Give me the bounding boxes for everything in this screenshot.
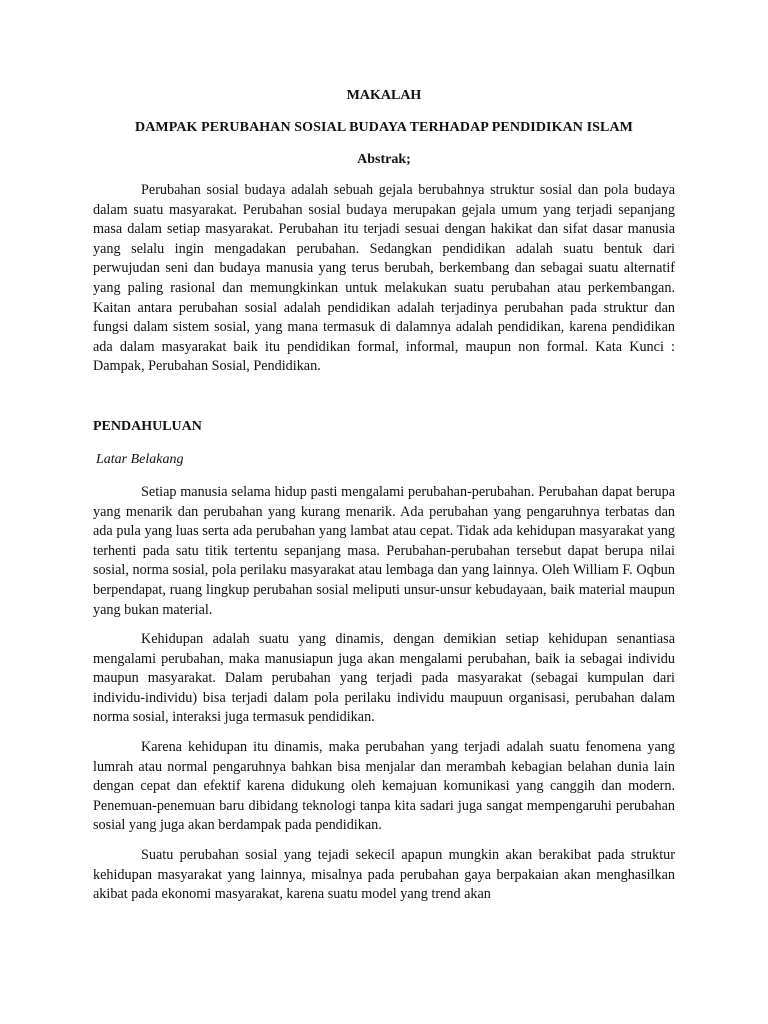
document-page <box>93 86 675 905</box>
subheading-latar-belakang: Latar Belakang <box>96 451 184 467</box>
body-paragraph: Setiap manusia selama hidup pasti mengalami perubahan-perubahan. Perubahan dapat berupa yang menarik dan perubahan yang kurang menarik. Ada perubahan yang pengaruhnya terbatas dan ada pula yang luas serta ada perubahan yang lambat atau cepat. Tidak ada kehidupan masyarakat yang terhenti pada satu titik tertentu sepanjang masa. Perubahan-perubahan tersebut dapat berupa nilai sosial, norma sosial, pola perilaku masyarakat atau lembaga dan yang lainnya. Oleh William F. Oqbun berpendapat, ruang lingkup perubahan sosial meliputi unsur-unsur kebudayaan, baik material maupun yang bukan material. <box>93 483 675 618</box>
body-paragraph: Karena kehidupan itu dinamis, maka perubahan yang terjadi adalah suatu fenomena yang lumrah atau normal pengaruhnya bahkan bisa menjalar dan merambah kebagian belahan dunia lain dengan cepat dan efektif karena didukung oleh kemajuan komunikasi yang canggih dan modern. Penemuan-penemuan baru dibidang teknologi tanpa kita sadari juga sangat mempengaruhi perubahan sosial yang juga akan berdampak pada pendidikan. <box>93 739 675 834</box>
abstract-heading: Abstrak; <box>357 152 411 167</box>
document-title: MAKALAH <box>346 88 422 103</box>
abstract-paragraph: Perubahan sosial budaya adalah sebuah gejala berubahnya struktur sosial dan pola budaya dalam suatu masyarakat. Perubahan sosial budaya merupakan gejala umum yang terjadi sepanjang masa dalam setiap masyarakat. Perubahan itu terjadi sesuai dengan hakikat dan sifat dasar manusia yang selalu ingin mengadakan perubahan. Sedangkan pendidikan adalah suatu bentuk dari perwujudan seni dan budaya manusia yang terus berubah, berkembang dan sebagai suatu alternatif yang paling rasional dan memungkinkan untuk melakukan suatu perubahan atau perkembangan. Kaitan antara perubahan sosial adalah pendidikan adalah terjadinya perubahan pada struktur dan fungsi dalam sistem sosial, yang mana termasuk di dalamnya adalah pendidikan, karena pendidikan ada dalam masyarakat baik itu pendidikan formal, informal, maupun non formal. Kata Kunci : Dampak, Perubahan Sosial, Pendidikan. <box>93 182 675 375</box>
document-subtitle: DAMPAK PERUBAHAN SOSIAL BUDAYA TERHADAP PENDIDIKAN ISLAM <box>134 120 633 135</box>
body-paragraph: Suatu perubahan sosial yang tejadi sekecil apapun mungkin akan berakibat pada struktur kehidupan masyarakat yang lainnya, misalnya pada perubahan gaya berpakaian akan menghasilkan akibat pada ekonomi masyarakat, karena suatu model yang trend akan <box>93 847 675 903</box>
section-heading-pendahuluan: PENDAHULUAN <box>93 418 202 434</box>
body-paragraph: Kehidupan adalah suatu yang dinamis, dengan demikian setiap kehidupan senantiasa mengalami perubahan, maka manusiapun juga akan mengalami perubahan, baik ia sebagai individu maupun masyarakat. Dalam perubahan yang terjadi pada masyarakat (sebagai kumpulan dari individu-individu) bisa terjadi dalam pola perilaku individu maupuun organisasi, perubahan dalam norma sosial, interaksi juga termasuk pendidikan. <box>93 631 675 726</box>
